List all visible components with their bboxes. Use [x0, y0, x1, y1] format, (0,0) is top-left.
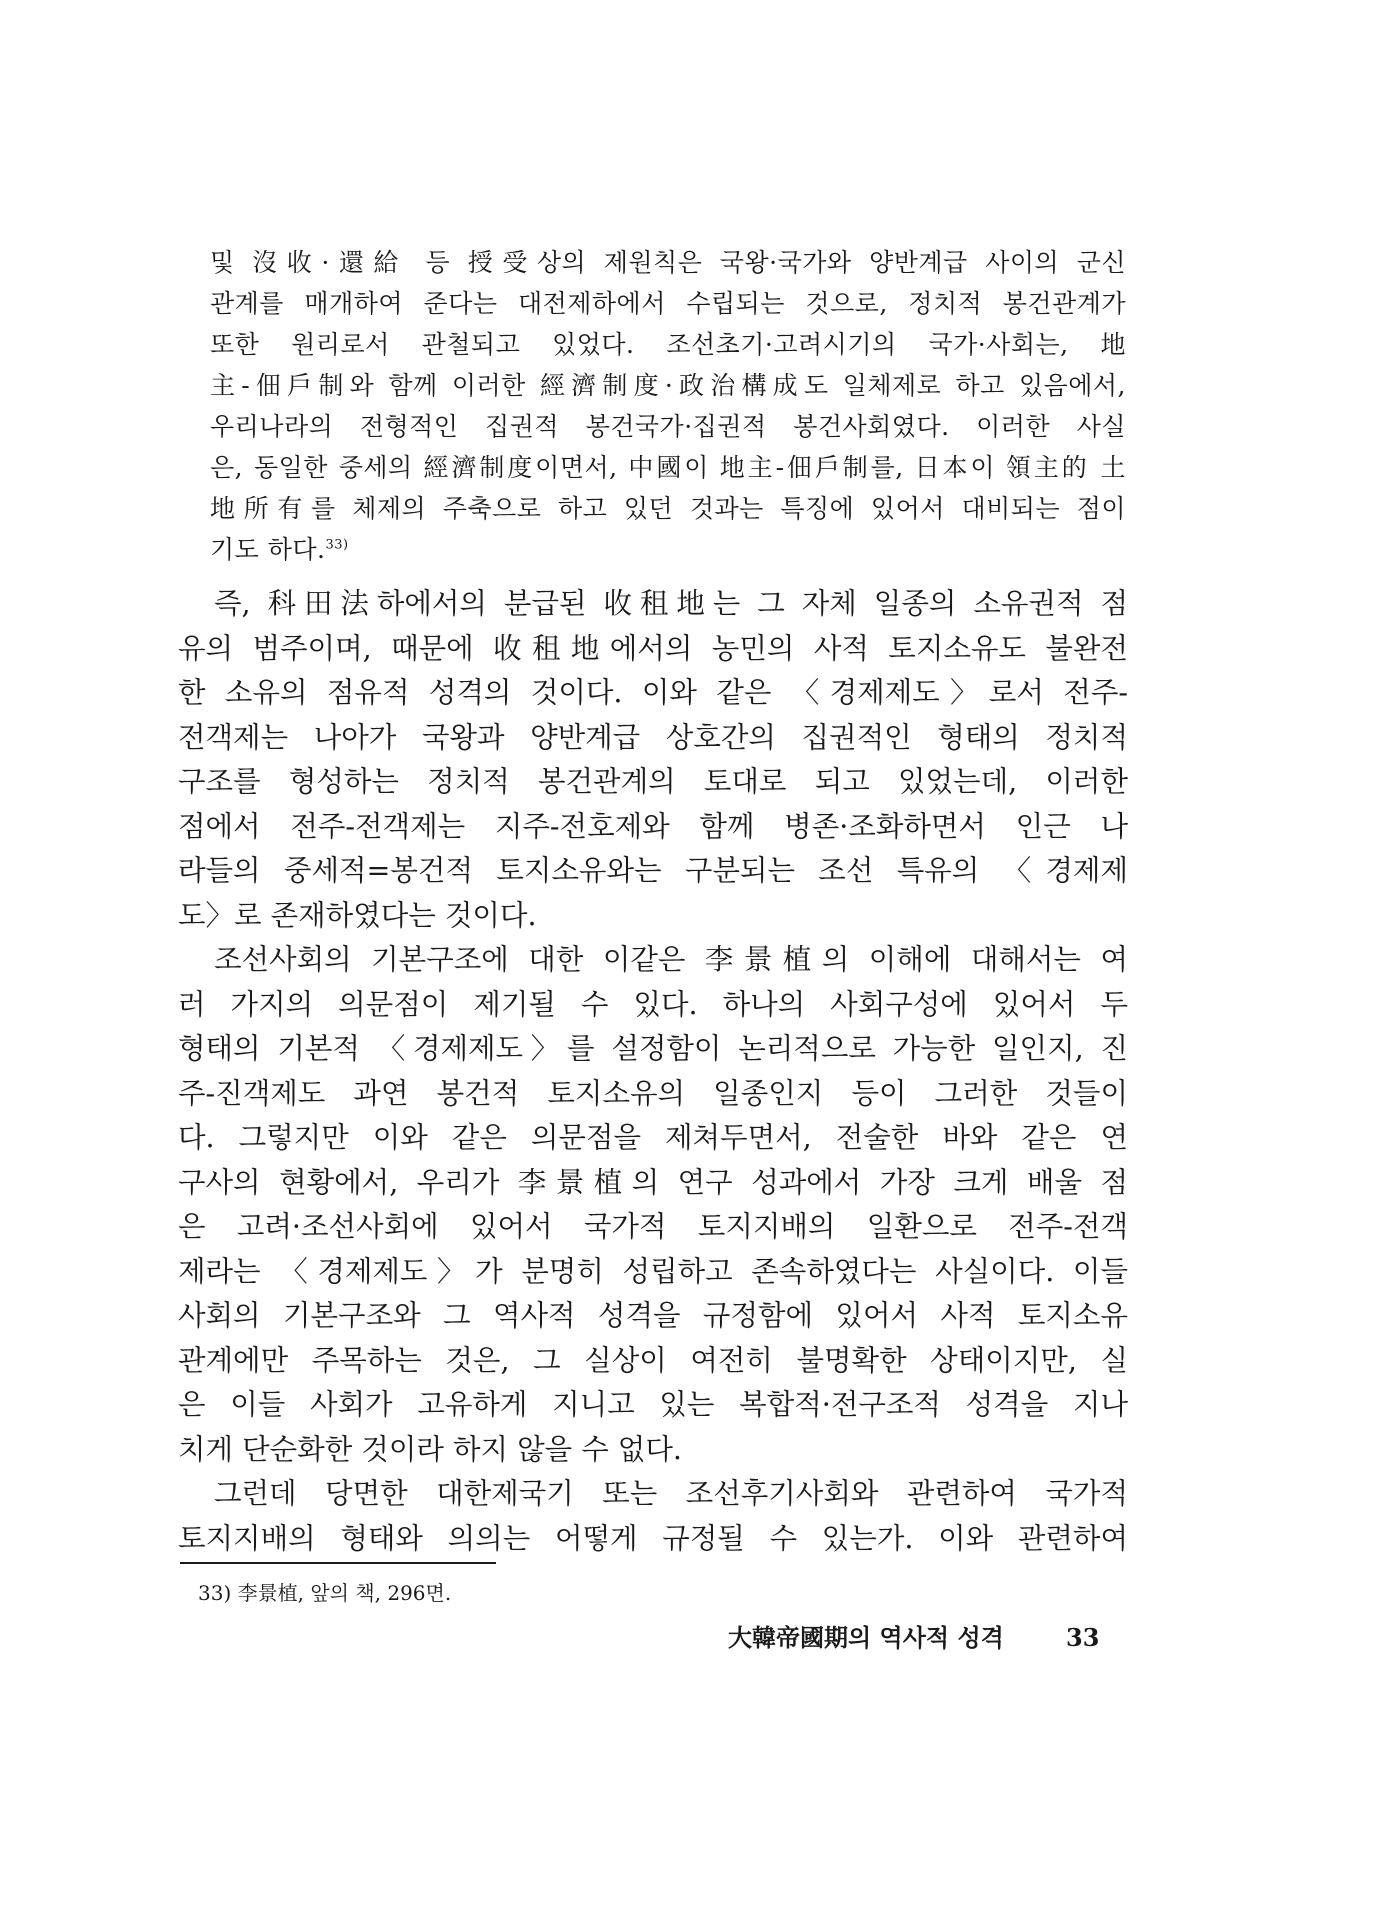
quote-line: 地所有를 체제의 주축으로 하고 있던 것과는 특징에 있어서 대비되는 점이	[210, 494, 1126, 523]
body-line: 주-진객제도 과연 봉건적 토지소유의 일종인지 등이 그러한 것들이	[178, 1076, 1128, 1110]
body-line: 구사의 현황에서, 우리가 李景植의 연구 성과에서 가장 크게 배울 점	[178, 1165, 1128, 1199]
body-line: 유의 범주이며, 때문에 收租地에서의 농민의 사적 토지소유도 불완전	[178, 631, 1128, 665]
body-line: 라들의 중세적=봉건적 토지소유와는 구분되는 조선 특유의 〈경제제	[178, 854, 1128, 887]
body-line: 즉, 科田法하에서의 분급된 收租地는 그 자체 일종의 소유권적 점	[214, 587, 1128, 620]
body-line: 전객제는 나아가 국왕과 양반계급 상호간의 집권적인 형태의 정치적	[178, 720, 1128, 754]
running-footer-title: 大韓帝國期의 역사적 성격	[728, 1623, 1004, 1652]
body-line: 관계에만 주목하는 것은, 그 실상이 여전히 불명확한 상태이지만, 실	[178, 1343, 1128, 1377]
block-quote	[210, 242, 1126, 570]
body-text	[178, 582, 1128, 1561]
body-line: 구조를 형성하는 정치적 봉건관계의 토대로 되고 있었는데, 이러한	[178, 765, 1128, 798]
quote-line: 관계를 매개하여 준다는 대전제하에서 수립되는 것으로, 정치적 봉건관계가	[210, 289, 1126, 318]
body-line: 사회의 기본구조와 그 역사적 성격을 규정함에 있어서 사적 토지소유	[178, 1299, 1128, 1332]
quote-line: 우리나라의 전형적인 집권적 봉건국가·집권적 봉건사회였다. 이러한 사실	[210, 412, 1126, 441]
quote-last-line-text: 기도 하다.	[210, 535, 326, 564]
footnote-reference: 33)	[325, 537, 349, 553]
body-line: 은 고려·조선사회에 있어서 국가적 토지지배의 일환으로 전주-전객	[178, 1210, 1128, 1243]
body-line: 조선사회의 기본구조에 대한 이같은 李景植의 이해에 대해서는 여	[214, 943, 1128, 976]
body-line: 러 가지의 의문점이 제기될 수 있다. 하나의 사회구성에 있어서 두	[178, 987, 1128, 1021]
body-line: 형태의 기본적 〈경제제도〉를 설정함이 논리적으로 가능한 일인지, 진	[178, 1032, 1128, 1065]
body-line: 점에서 전주-전객제는 지주-전호제와 함께 병존·조화하면서 인근 나	[178, 809, 1128, 843]
footnote-divider	[180, 1562, 496, 1564]
body-line: 도〉로 존재하였다는 것이다.	[178, 898, 537, 932]
quote-line	[210, 529, 1126, 570]
quote-line: 및 沒收·還給 등 授受상의 제원칙은 국왕·국가와 양반계급 사이의 군신	[210, 248, 1126, 277]
body-line: 치게 단순화한 것이라 하지 않을 수 없다.	[178, 1432, 682, 1466]
quote-line: 또한 원리로서 관철되고 있었다. 조선초기·고려시기의 국가·사회는, 地	[210, 330, 1126, 359]
body-line: 은 이들 사회가 고유하게 지니고 있는 복합적·전구조적 성격을 지나	[178, 1388, 1128, 1421]
body-line: 제라는 〈경제제도〉가 분명히 성립하고 존속하였다는 사실이다. 이들	[178, 1254, 1128, 1288]
footnote: 33) 李景植, 앞의 책, 296면.	[198, 1581, 452, 1605]
quote-line: 은, 동일한 중세의 經濟制度이면서, 中國이 地主-佃戶制를, 日本이 領主的 土	[210, 453, 1126, 482]
body-line: 한 소유의 점유적 성격의 것이다. 이와 같은 〈경제제도〉로서 전주-	[178, 676, 1128, 709]
body-line: 그런데 당면한 대한제국기 또는 조선후기사회와 관련하여 국가적	[214, 1477, 1128, 1510]
page-number: 33	[1066, 1623, 1100, 1652]
quote-line: 主-佃戶制와 함께 이러한 經濟制度·政治構成도 일체제로 하고 있음에서,	[210, 371, 1126, 400]
body-line: 다. 그렇지만 이와 같은 의문점을 제쳐두면서, 전술한 바와 같은 연	[178, 1121, 1128, 1154]
body-line: 토지지배의 형태와 의의는 어떻게 규정될 수 있는가. 이와 관련하여	[178, 1521, 1128, 1555]
